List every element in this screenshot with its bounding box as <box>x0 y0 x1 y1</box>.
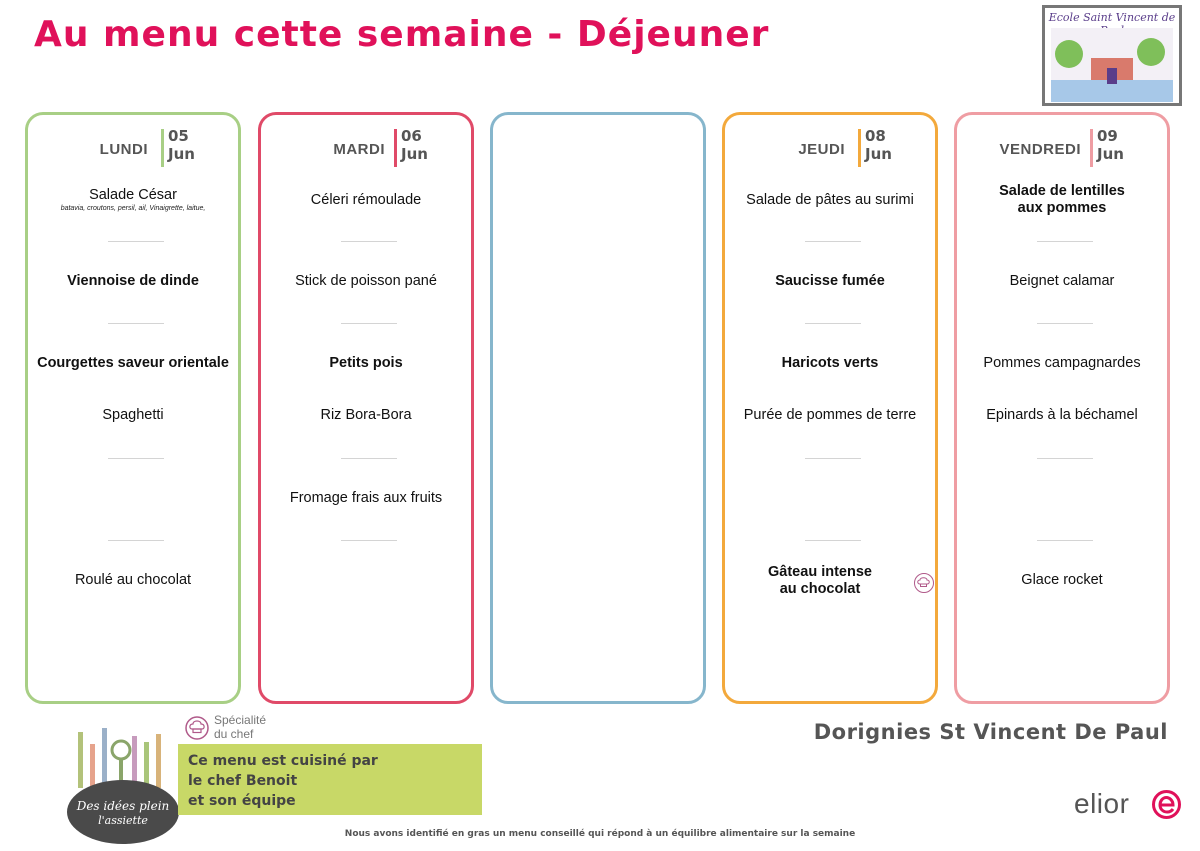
dish-ingredients: batavia, croutons, persil, ail, Vinaigrette, laitue, <box>60 205 206 212</box>
dish-side-2: Purée de pommes de terre <box>743 407 917 423</box>
dish-side-2: Spaghetti <box>102 407 164 423</box>
chef-hat-icon <box>185 716 209 745</box>
dish-side: Courgettes saveur orientale <box>37 355 229 371</box>
day-name: VENDREDI <box>999 141 1081 158</box>
dish-entree <box>32 187 234 213</box>
separator <box>108 540 164 541</box>
site-name: Dorignies St Vincent De Paul <box>813 720 1168 744</box>
dish-entree: Salade de pâtes au surimi <box>746 192 914 208</box>
chef-legend-line1: Spécialité <box>214 713 267 727</box>
day-card-mardi <box>258 112 474 704</box>
day-card-vendredi <box>954 112 1170 704</box>
chef-hat-icon <box>914 573 934 593</box>
dish-cheese: Fromage frais aux fruits <box>289 490 443 506</box>
separator <box>1037 540 1093 541</box>
day-header <box>957 121 1167 171</box>
dish-entree: Salade de lentilles aux pommes <box>999 183 1125 216</box>
day-name: MARDI <box>333 141 385 158</box>
dish-entree: Céleri rémoulade <box>310 192 422 208</box>
separator <box>341 458 397 459</box>
day-card-lundi <box>25 112 241 704</box>
dish-main: Saucisse fumée <box>775 273 885 289</box>
chef-text <box>188 751 378 811</box>
elior-wordmark: elior <box>1074 788 1130 819</box>
separator <box>341 241 397 242</box>
dish-main: Beignet calamar <box>1009 273 1115 289</box>
dish-dessert: Gâteau intense au chocolat <box>768 564 872 597</box>
day-month: Jun <box>865 145 892 163</box>
chef-info-box <box>178 744 482 815</box>
day-name: LUNDI <box>99 141 148 158</box>
footer-note: Nous avons identifié en gras un menu conseillé qui répond à un équilibre alimentaire sur la semaine <box>344 829 856 839</box>
chef-legend-line2: du chef <box>214 727 254 741</box>
separator <box>108 323 164 324</box>
dish-main: Viennoise de dinde <box>67 273 199 289</box>
chef-legend <box>214 713 266 741</box>
day-month: Jun <box>1097 145 1124 163</box>
day-divider <box>394 129 397 167</box>
separator <box>1037 458 1093 459</box>
day-header <box>725 121 935 171</box>
separator <box>805 540 861 541</box>
separator <box>805 241 861 242</box>
day-header <box>28 121 238 171</box>
dish-side-2: Epinards à la béchamel <box>986 407 1138 423</box>
separator <box>108 241 164 242</box>
day-month: Jun <box>168 145 195 163</box>
dish-side: Petits pois <box>329 355 403 371</box>
chef-text-line2: le chef Benoit <box>188 773 298 789</box>
elior-mark-icon <box>1151 789 1182 820</box>
day-divider <box>1090 129 1093 167</box>
elior-logo <box>1074 786 1184 826</box>
dish-side: Haricots verts <box>781 355 879 371</box>
plate-logo-line1: Des idées plein <box>76 799 170 813</box>
dish-dessert: Roulé au chocolat <box>74 572 192 588</box>
dish-side-2: Riz Bora-Bora <box>320 407 412 423</box>
separator <box>805 323 861 324</box>
day-divider <box>858 129 861 167</box>
separator <box>341 540 397 541</box>
separator <box>1037 323 1093 324</box>
day-number: 06 <box>401 127 422 145</box>
day-header <box>261 121 471 171</box>
school-logo <box>1042 5 1182 106</box>
day-number: 09 <box>1097 127 1118 145</box>
page-title: Au menu cette semaine - Déjeuner <box>34 14 770 55</box>
separator <box>108 458 164 459</box>
separator <box>805 458 861 459</box>
dish-main: Stick de poisson pané <box>295 273 437 289</box>
chef-text-line1: Ce menu est cuisiné par <box>188 753 378 769</box>
separator <box>341 323 397 324</box>
day-card-empty <box>490 112 706 704</box>
dish-side: Pommes campagnardes <box>983 355 1141 371</box>
day-name: JEUDI <box>798 141 845 158</box>
day-card-jeudi <box>722 112 938 704</box>
day-number: 08 <box>865 127 886 145</box>
plate-logo-line2: l'assiette <box>98 814 148 827</box>
day-month: Jun <box>401 145 428 163</box>
school-logo-text: Ecole Saint Vincent de <box>1048 11 1176 24</box>
dish-label: Salade César <box>89 187 177 203</box>
day-divider <box>161 129 164 167</box>
chef-text-line3: et son équipe <box>188 793 296 809</box>
school-illustration <box>1051 28 1173 102</box>
separator <box>1037 241 1093 242</box>
day-number: 05 <box>168 127 189 145</box>
dish-dessert: Glace rocket <box>1021 572 1103 588</box>
